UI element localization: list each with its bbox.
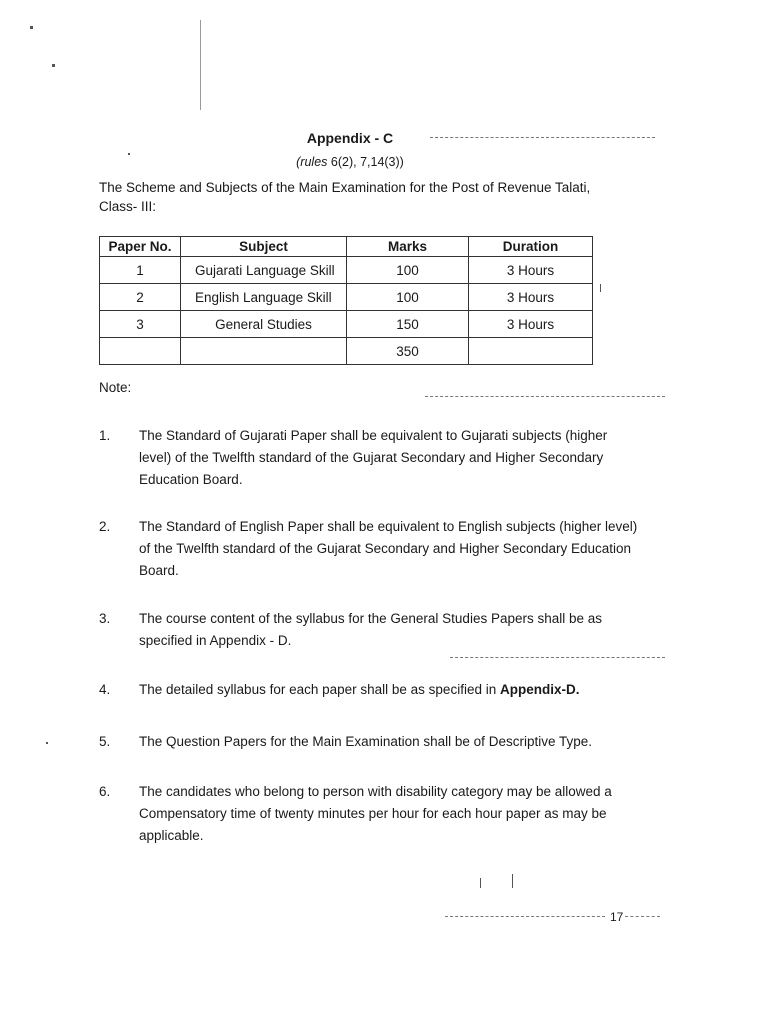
scan-artifact — [200, 20, 201, 110]
page-title: Appendix - C — [306, 130, 394, 146]
note-item — [99, 425, 639, 491]
scan-artifact — [445, 916, 605, 917]
cell-paper-no — [100, 338, 181, 365]
note-number: 4. — [99, 682, 111, 697]
note-text: The candidates who belong to person with disability category may be allowed a Compensatory time of twenty minutes per hour for each hour paper as may be applicable. — [139, 784, 612, 843]
cell-paper-no: 2 — [100, 284, 181, 311]
note-item — [99, 731, 639, 753]
note-text: The course content of the syllabus for the General Studies Papers shall be as specified in Appendix - D. — [139, 611, 603, 648]
cell-subject: Gujarati Language Skill — [181, 257, 347, 284]
table-row — [100, 284, 593, 311]
table-total-row — [100, 338, 593, 365]
scan-artifact — [600, 284, 601, 292]
scan-artifact — [30, 26, 33, 29]
scan-artifact — [430, 137, 655, 138]
note-item — [99, 679, 639, 701]
intro-paragraph: The Scheme and Subjects of the Main Examination for the Post of Revenue Talati, Class- III: — [99, 180, 591, 214]
note-number: 3. — [99, 611, 111, 626]
cell-marks: 100 — [347, 284, 469, 311]
note-item — [99, 781, 639, 847]
rules-numbers: 6(2), 7,14(3)) — [330, 155, 404, 169]
cell-marks: 100 — [347, 257, 469, 284]
cell-subject — [181, 338, 347, 365]
note-text-bold: Appendix-D. — [499, 682, 580, 697]
scan-artifact — [46, 742, 48, 744]
rules-reference — [0, 155, 700, 169]
cell-duration: 3 Hours — [469, 284, 593, 311]
header-duration: Duration — [469, 237, 593, 257]
table-row — [100, 257, 593, 284]
header-paper-no: Paper No. — [100, 237, 181, 257]
table-header-row — [100, 237, 593, 257]
note-text — [139, 679, 639, 701]
cell-marks: 150 — [347, 311, 469, 338]
note-label: Note: — [99, 380, 132, 395]
note-item — [99, 608, 639, 652]
rules-prefix: (rules — [296, 155, 328, 169]
note-item — [99, 516, 639, 582]
cell-subject: English Language Skill — [181, 284, 347, 311]
scan-artifact — [480, 878, 481, 888]
scan-artifact — [425, 396, 665, 397]
scan-artifact — [512, 874, 513, 888]
note-text: The Standard of Gujarati Paper shall be equivalent to Gujarati subjects (higher level) of the Twelfth standard of the Gujarat Secondary and Higher Secondary Education Board. — [139, 428, 608, 487]
exam-scheme-table — [99, 236, 593, 365]
header-marks: Marks — [347, 237, 469, 257]
cell-paper-no: 3 — [100, 311, 181, 338]
header-subject: Subject — [181, 237, 347, 257]
note-number: 1. — [99, 428, 111, 443]
note-text: The Question Papers for the Main Examination shall be of Descriptive Type. — [139, 734, 592, 749]
scan-artifact — [450, 657, 665, 658]
scan-artifact — [128, 153, 130, 155]
note-number: 2. — [99, 519, 111, 534]
scan-artifact — [52, 64, 55, 67]
cell-duration: 3 Hours — [469, 311, 593, 338]
table-row — [100, 311, 593, 338]
note-number: 6. — [99, 784, 111, 799]
cell-duration — [469, 338, 593, 365]
cell-paper-no: 1 — [100, 257, 181, 284]
note-number: 5. — [99, 734, 111, 749]
cell-duration: 3 Hours — [469, 257, 593, 284]
page-number: 17 — [610, 910, 624, 924]
cell-subject: General Studies — [181, 311, 347, 338]
scan-artifact — [625, 916, 660, 917]
cell-total-marks: 350 — [347, 338, 469, 365]
note-text-main: The detailed syllabus for each paper shall be as specified in — [139, 682, 497, 697]
note-text: The Standard of English Paper shall be equivalent to English subjects (higher level) of the Twelfth standard of the Gujarat Secondary and Higher Secondary Education Board. — [139, 519, 638, 578]
